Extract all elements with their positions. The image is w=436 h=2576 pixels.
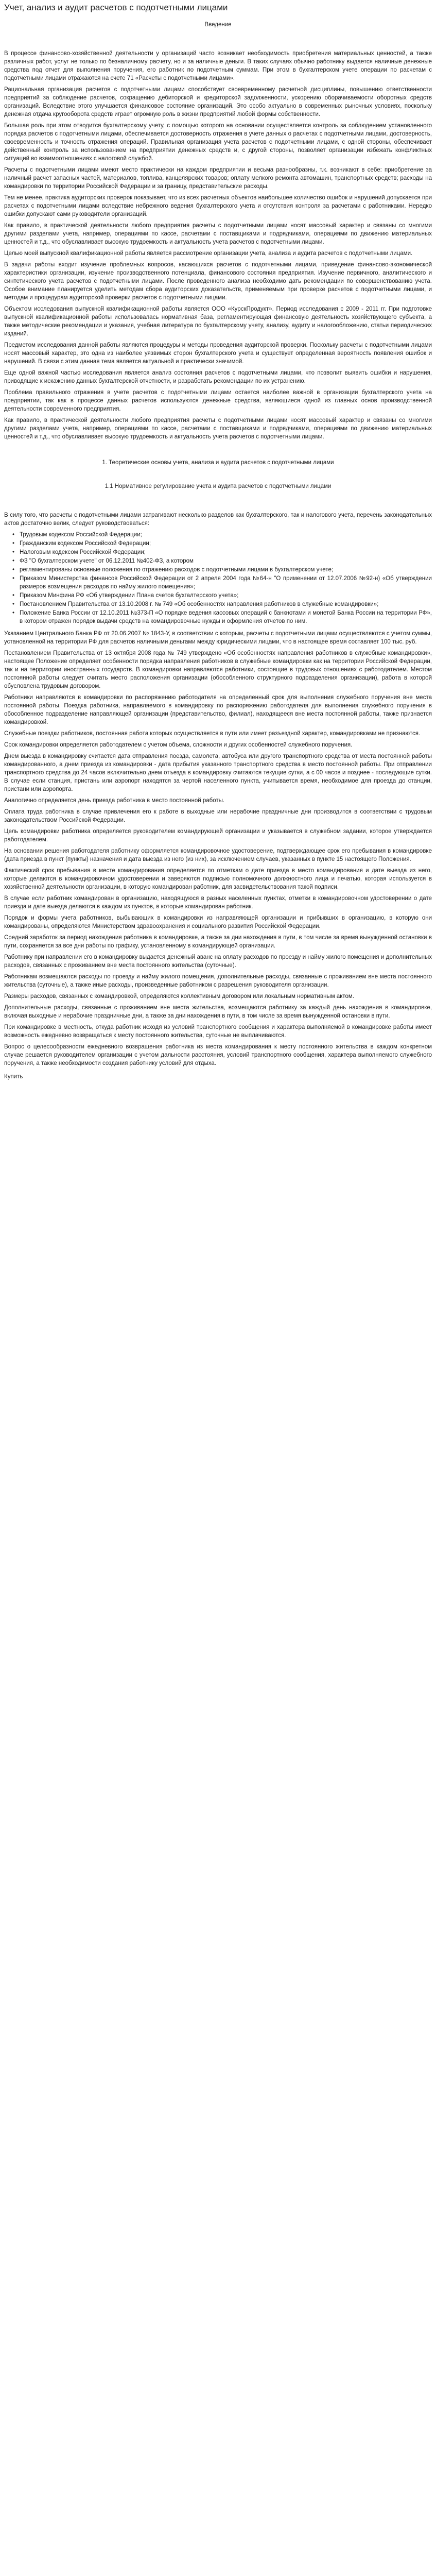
regulation-list-item: • ФЗ "О бухгалтерском учете" от 06.12.2011 №402-ФЗ, а котором (20, 557, 432, 565)
regulation-paragraph: Вопрос о целесообразности ежедневного возвращения работника из места командирования к месту постоянного жительства в каждом конкретном случае решается руководителем организации с учетом дальности расстояния, условий транспортного сообщения, характера выполняемого служебного поручения, а также необходимости создания работнику условий для отдыха. (4, 1044, 432, 1066)
regulation-paragraph: Днем выезда в командировку считается дата отправления поезда, самолета, автобуса или другого транспортного средства от места постоянной работы командированного, а днем приезда из командировки - дата прибытия указанного транспортного средства в место постоянной работы. При отправлении транспортного средства до 24 часов включительно днем отъезда в командировку считаются текущие сутки, а с 00 часов и позднее - последующие сутки. В случае если станция, пристань или аэропорт находятся за чертой населенного пункта, учитывается время, необходимое для проезда до станции, пристани или аэропорта. (4, 753, 432, 792)
intro-paragraph: Целью моей выпускной квалификационной работы является рассмотрение организации учета, анализа и аудита расчетов с подотчетными лицами. (4, 250, 413, 257)
regulation-paragraph: Фактический срок пребывания в месте командирования определяется по отметкам о дате приезда в место командирования и дате выезда из него, которые делаются в командировочном удостоверении и заверяются подписью полномочного должностного лица и печатью, которая используется в хозяйственной деятельности организации, в которую командирован работник, для засвидетельствования такой подписи. (4, 868, 432, 890)
intro-paragraph: Проблема правильного отражения в учете расчетов с подотчетными лицами остается наиболее важной в организации бухгалтерского учета на предприятии, так как в процессе данных расчетов используются денежные средства, являющиеся одной из главных основ производственной деятельности современного предприятия. (4, 389, 432, 412)
intro-paragraph: Расчеты с подотчетными лицами имеют место практически на каждом предприятии и весьма разнообразны, т.к. возникают в себе: приобретение за наличный расчет запасных частей, материалов, топлива, канцелярских товаров; оплату мелкого ремонта автомашин, транспортных средств; расходы на командировки по территории Российской Федерации и за границу, представительские расходы. (4, 167, 432, 190)
regulation-paragraph: Оплата труда работника в случае привлечения его к работе в выходные или нерабочие праздничные дни производится в соответствии с трудовым законодательством Российской Федерации. (4, 809, 432, 823)
regulation-paragraph: Постановлением Правительства от 13 октября 2008 года № 749 утверждено «Об особенностях направления работников в служебные командировки», настоящее Положение определяет особенности порядка направления работников в служебные командировки как на территории Российской Федерации, так и на территории иностранных государств. В командировки направляются работники, состоящие в трудовых отношениях с работодателем. Местом постоянной работы следует считать место расположения организации (обособленного структурного подразделения организации), работа в которой обусловлена трудовым договором. (4, 650, 432, 689)
regulation-paragraph: Служебные поездки работников, постоянная работа которых осуществляется в пути или имеет разъездной характер, командировками не признаются. (4, 731, 421, 737)
regulation-list-item: • Налоговым кодексом Российской Федерации; (20, 548, 432, 556)
regulation-paragraph: При командировке в местность, откуда работник исходя из условий транспортного сообщения и характера выполняемой в командировке работы имеет возможность ежедневно возвращаться к месту постоянного жительства, суточные не выплачиваются. (4, 1024, 432, 1039)
intro-paragraph: Большая роль при этом отводится бухгалтерскому учету, с помощью которого на основании осуществляется контроль за соблюдением установленного порядка расчетов с подотчетными лицами, обеспечивается достоверность отражения в учете данных о расчетах с подотчетными лицами, достоверность, своевременность и точность отражения операций. Правильная организация учета расчетов с подотчетными лицами, с одной стороны, обеспечивает действенный контроль за использованием на предприятии денежных средств и, с другой стороны, позволяет организации избежать конфликтных ситуаций во взаимоотношениях с налоговой службой. (4, 123, 432, 162)
intro-section (4, 49, 432, 441)
regulation-paragraph: В случае если работник командирован в организацию, находящуюся в разных населенных пунктах, отметки в командировочном удостоверении о дате приезда и дате выезда делаются в каждом из пунктов, в которые командирован работник. (4, 895, 432, 910)
document-body (4, 21, 432, 1081)
subchapter-heading: 1.1 Нормативное регулирование учета и аудита расчетов с подотчетными лицами (104, 483, 332, 489)
intro-paragraph: В задачи работы входит изучение проблемных вопросов, касающихся расчетов с подотчетными лицами, приведение финансово-экономической характеристики организации, изучение производственного потенциала, финансового состояния предприятия. Изучение первичного, аналитического и синтетического учета расчетов с подотчетными лицами. После проведенного анализа необходимо дать рекомендации по совершенствованию учета. Особое внимание планируется уделить методам сбора аудиторских доказательств, применяемым при проверке расчетов с подотчетными лицами, и методам и процедурам аудиторской проверки расчетов с подотчетными лицами. (4, 262, 432, 301)
regulation-paragraph: Работники направляются в командировки по распоряжению работодателя на определенный срок для выполнения служебного поручения вне места постоянной работы. Поездка работника, направляемого в командировку по распоряжению работодателя для выполнения служебного поручения в обособленное подразделение направляющей организации (представительство, филиал), находящееся вне места постоянной работы, также признается командировкой. (4, 694, 432, 725)
regulation-paragraph: Работникам возмещаются расходы по проезду и найму жилого помещения, дополнительные расходы, связанные с проживанием вне места постоянного жительства (суточные), а также иные расходы, произведенные работником с разрешения руководителя организации. (4, 974, 432, 988)
regulation-paragraph: Размеры расходов, связанных с командировкой, определяются коллективным договором или локальным нормативным актом. (4, 993, 354, 999)
regulation-paragraph: Средний заработок за период нахождения работника в командировке, а также за дни нахождения в пути, в том числе за время вынужденной остановки в пути, сохраняется за все дни работы по графику, установленному в командирующей организации. (4, 935, 432, 949)
regulation-paragraph: Указанием Центрального Банка РФ от 20.06.2007 № 1843-У, в соответствии с которым, расчеты с подотчетными лицами осуществляются с учетом суммы, установленной на территории РФ для расчетов наличными деньгами между юридическими лицами, что в настоящее время составляет 100 тыс. руб. (4, 631, 432, 645)
regulation-list-item: • Трудовым кодексом Российской Федерации; (20, 531, 432, 539)
regulation-paragraph: Работнику при направлении его в командировку выдается денежный аванс на оплату расходов по проезду и найму жилого помещения и дополнительных расходов, связанных с проживанием вне места постоянного жительства (суточные). (4, 954, 432, 969)
buy-link[interactable]: Купить (4, 1074, 23, 1080)
regulation-list (4, 531, 432, 625)
regulation-list-item: • Приказом Министерства финансов Российской Федерации от 2 апреля 2004 года №64-н "О применении от 12.07.2006 №92-н) «Об утверждении размеров возмещения расходов по найму жилого помещения»; (20, 574, 432, 591)
intro-paragraph: Тем не менее, практика аудиторских проверок показывает, что из всех расчетных объектов наибольшее количество ошибок и нарушений допускается при расчетах с подотчетными лицами вследствие небрежного ведения бухгалтерского учета и отсутствия контроля за расчетами с работниками. Нередко ошибки допускают сами руководители организаций. (4, 195, 432, 217)
regulation-paragraph: Срок командировки определяется работодателем с учетом объема, сложности и других особенностей служебного поручения. (4, 742, 353, 748)
intro-paragraph: Как правило, в практической деятельности любого предприятия расчеты с подотчетными лицами носят массовый характер и связаны со многими другими разделами учета, например, операциями по кассе, расчетами с поставщиками и подрядчиками, операциями по движению материальных ценностей и т.д., что обуславливает высокую трудоемкость и актуальность учета расчетов с подотчетными лицами. (4, 223, 432, 245)
regulation-paragraph: На основании решения работодателя работнику оформляется командировочное удостоверение, подтверждающее срок его пребывания в командировке (дата приезда в пункт (пункты) назначения и дата выезда из него (из них), за исключением случаев, указанных в пункте 15 настоящего Положения. (4, 848, 432, 862)
regulation-list-item: • Положение Банка России от 12.10.2011 №373-П «О порядке ведения кассовых операций с банкнотами и монетой Банка России на территории РФ», в котором отражен порядок выдачи средств на командировочные нужды и оформления отчетов по ним. (20, 609, 432, 625)
intro-paragraph: В процессе финансово-хозяйственной деятельности у организаций часто возникает необходимость приобретения материальных ценностей, а также различных работ, услуг не только по безналичному расчету, но и за наличные деньги. В таких случаях обычно работнику выдается наличные денежные средства под отчет для выполнения поручения, его работник по подотчетным суммам. При этом в бухгалтерском учете операции по расчетам с подотчетными лицами отражаются на счете 71 «Расчеты с подотчетными лицами». (4, 50, 432, 81)
regulation-list-item: • Гражданским кодексом Российской Федерации; (20, 539, 432, 548)
regulation-paragraph: Порядок и формы учета работников, выбывающих в командировки из направляющей организации и прибывших в организацию, в которую они командированы, определяются Министерством здравоохранения и социального развития Российской Федерации. (4, 915, 432, 929)
regulation-section (4, 511, 432, 1067)
regulation-paragraph: Цель командировки работника определяется руководителем командирующей организации и указывается в служебном задании, которое утверждается работодателем. (4, 828, 432, 843)
regulation-paragraph: Дополнительные расходы, связанные с проживанием вне места жительства, возмещаются работнику за каждый день нахождения в командировке, включая выходные и нерабочие праздничные дни, а также за дни нахождения в пути, в том числе за время вынужденной остановки в пути. (4, 1005, 432, 1019)
regulation-intro: В силу того, что расчеты с подотчетными лицами затрагивают несколько разделов как бухгалтерского, так и налогового учета, перечень законодательных актов достаточно велик, следует руководствоваться: (4, 512, 432, 527)
intro-heading: Введение (204, 22, 232, 28)
regulation-list-item: • Приказом Минфина РФ «Об утверждении Плана счетов бухгалтерского учета»; (20, 591, 432, 600)
intro-paragraph: Объектом исследования выпускной квалификационной работы является ООО «КурскПродукт». Период исследования с 2009 - 2011 гг. При подготовке выпускной квалификационной работы использовалась нормативная база, регламентирующая финансовую деятельность хозяйствующего субъекта, а также методические рекомендации и указания, учебная литература по бухгалтерскому учету, анализу, аудиту и налогообложению, статьи периодических изданий. (4, 306, 432, 337)
chapter-heading: 1. Теоретические основы учета, анализа и аудита расчетов с подотчетными лицами (102, 460, 334, 466)
intro-paragraph: Как правило, в практической деятельности любого предприятия расчеты с подотчетными лицами носят массовый характер и связаны со многими другими разделами учета, например, операциями по кассе, расчетами с поставщиками и подрядчиками, операциями по движению материальных ценностей и т.д., что обуславливает высокую трудоемкость и актуальность учета расчетов с подотчетными лицами. (4, 417, 432, 440)
regulation-list-item: • Постановлением Правительства от 13.10.2008 г. № 749 «Об особенностях направления работников в служебные командировки»; (20, 600, 432, 608)
regulation-paragraph: Аналогично определяется день приезда работника в место постоянной работы. (4, 798, 225, 804)
document-title: Учет, анализ и аудит расчетов с подотчетными лицами (4, 3, 228, 12)
regulation-list-item: • регламентированы основные положения по отражению расходов с подотчетными лицами в бухгалтерском учете; (20, 566, 432, 574)
intro-paragraph: Еще одной важной частью исследования является анализ состояния расчетов с подотчетными лицами, что позволит выявить ошибки и нарушения, приводящие к искажению данных бухгалтерской отчетности, и разработать рекомендации по их устранению. (4, 370, 432, 384)
intro-paragraph: Предметом исследования данной работы являются процедуры и методы проведения аудиторской проверки. Поскольку расчеты с подотчетными лицами носят массовый характер, это одна из наиболее уязвимых сторон бухгалтерского учета и существует определенная вероятность появления ошибок и нарушений. В связи с этим данная тема является актуальной и практически значимой. (4, 342, 432, 365)
intro-paragraph: Рациональная организация расчетов с подотчетными лицами способствует своевременному расчетной дисциплины, повышению ответственности предприятий за соблюдение расчетов, сокращению дебиторской и кредиторской задолженности, ускорению оборачиваемости оборотных средств организаций. Вследствие этого улучшается финансовое состояние организаций. Это особо актуально в современных рыночных условиях, поскольку денежная отдача кругооборота средств играет огромную роль в жизни предприятий любой формы собственности. (4, 87, 432, 117)
